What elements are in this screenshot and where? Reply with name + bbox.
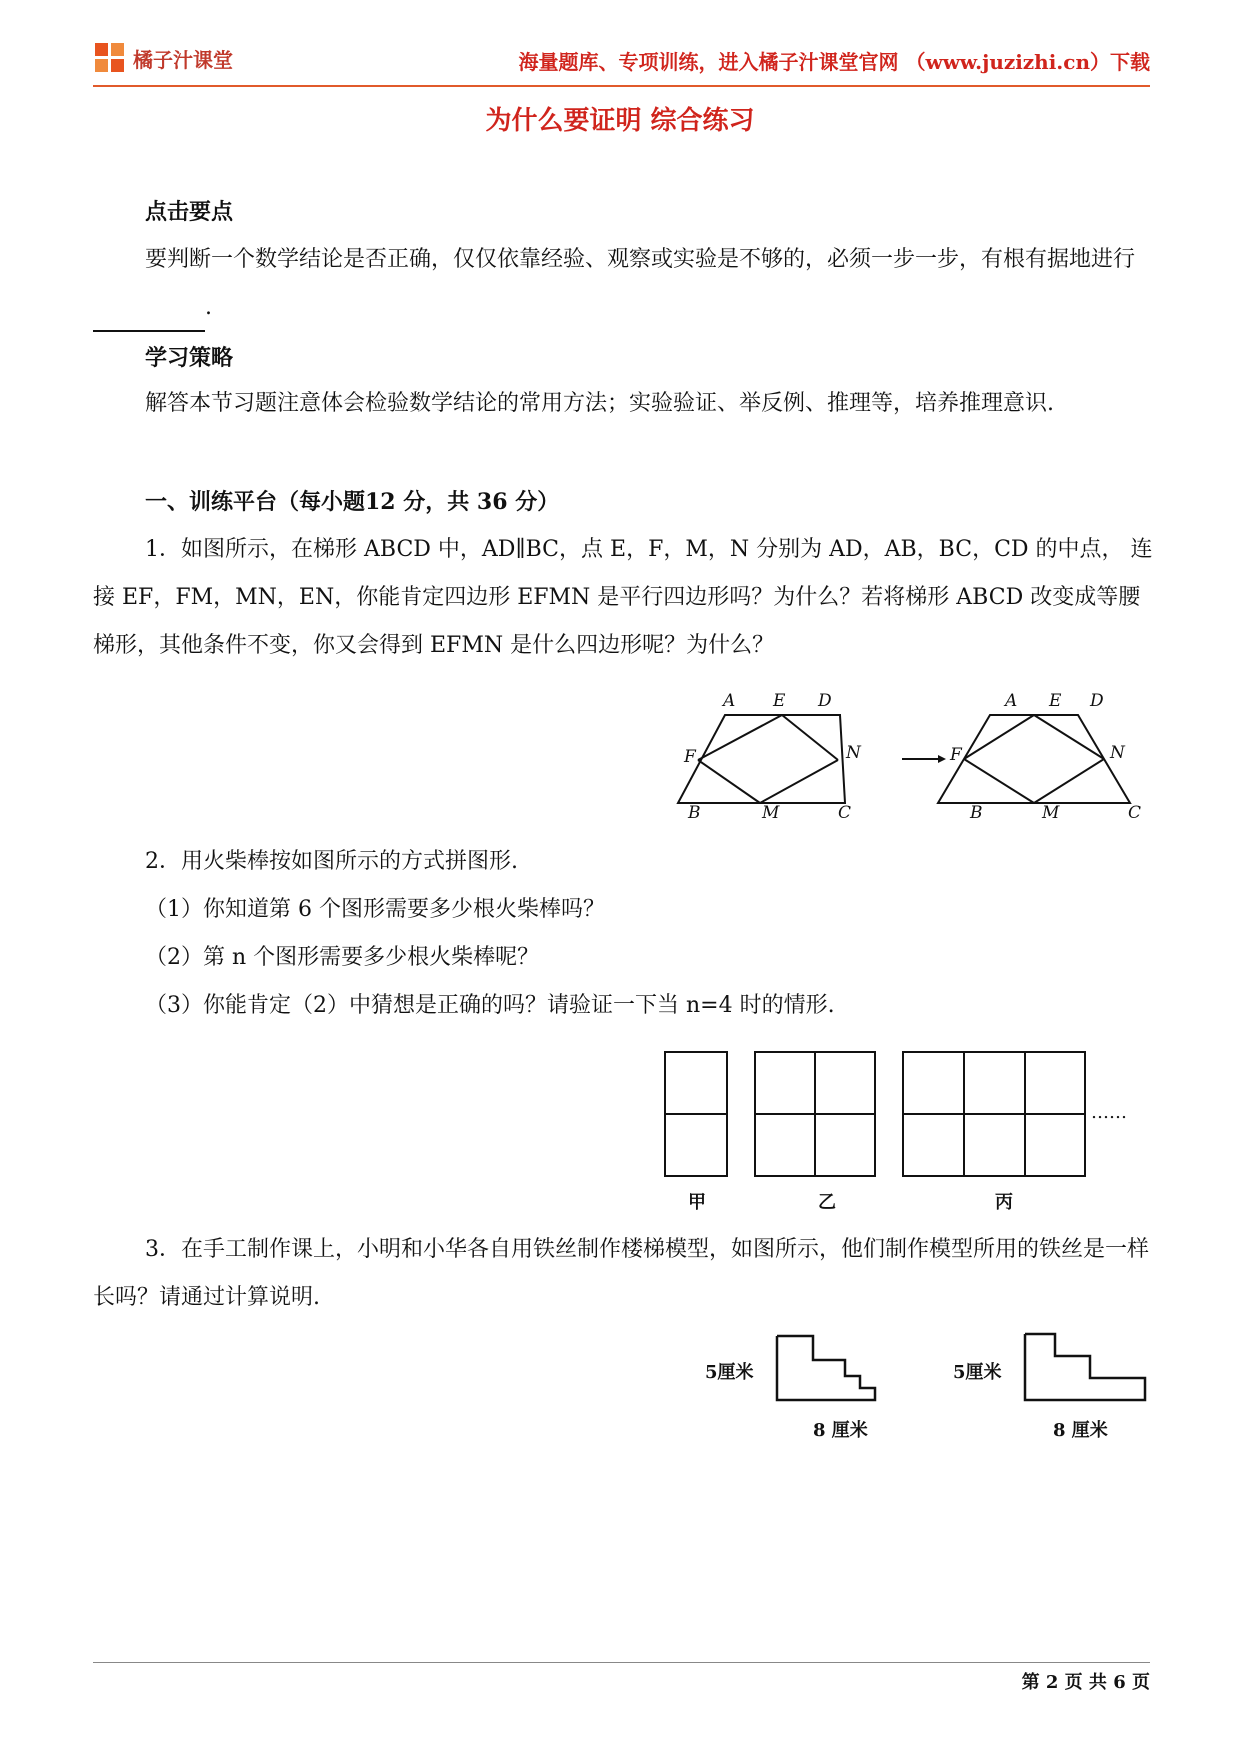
key-points-paragraph: [93, 236, 1153, 332]
label-e-left: E: [773, 691, 786, 711]
label-f-right: F: [950, 745, 962, 765]
label-d-right: D: [1090, 691, 1104, 711]
footer-divider: [93, 1662, 1150, 1663]
question-1-text: 1．如图所示，在梯形 ABCD 中，AD∥BC，点 E，F，M，N 分别为 AD，AB，BC，CD 的中点， 连接 EF，FM，MN，EN，你能肯定四边形 EFMN 是平行四边形吗？为什么？若将梯形 ABCD 改变成等腰梯形，其他条件不变，你又会得到 EFMN 是什么四边形呢？为什么？: [93, 537, 1153, 658]
label-jia: 甲: [688, 1192, 706, 1213]
stair-model-2: [1025, 1334, 1145, 1400]
label-b-right: B: [970, 803, 983, 823]
label-yi: 乙: [818, 1192, 836, 1213]
label-m-left: M: [762, 803, 780, 823]
question-3-text: 3．在手工制作课上，小明和小华各自用铁丝制作楼梯模型，如图所示，他们制作模型所用的铁丝是一样长吗？请通过计算说明.: [93, 1237, 1150, 1310]
logo-text: 橘子汁课堂: [133, 47, 233, 72]
label-c-left: C: [838, 803, 852, 823]
stair-figure: [695, 1320, 1155, 1450]
label-m-right: M: [1042, 803, 1060, 823]
stair-2-width-label: 8 厘米: [1053, 1420, 1108, 1441]
trapezoid-right: [938, 715, 1130, 803]
header-divider: [93, 85, 1150, 87]
question-2-text: 2．用火柴棒按如图所示的方式拼图形.: [145, 849, 518, 874]
question-2-part-1: （1）你知道第 6 个图形需要多少根火柴棒吗？: [145, 897, 605, 922]
matchstick-ellipsis: ……: [1091, 1102, 1127, 1123]
logo: [95, 40, 233, 76]
key-points-text: 要判断一个数学结论是否正确，仅仅依靠经验、观察或实验是不够的，必须一步一步，有根有据地进行: [145, 247, 1136, 272]
strategy-text: 解答本节习题注意体会检验数学结论的常用方法；实验验证、举反例、推理等，培养推理意识.: [145, 391, 1054, 416]
trapezoid-left: [678, 715, 845, 803]
stair-1-width-label: 8 厘米: [813, 1420, 868, 1441]
label-bing: 丙: [995, 1192, 1013, 1213]
logo-squares-icon: [95, 43, 125, 73]
matchstick-figure: [655, 1040, 1155, 1220]
matchstick-grid-2: [755, 1052, 875, 1176]
stair-model-1: [777, 1336, 875, 1400]
page-title: 为什么要证明 综合练习: [485, 106, 755, 136]
strategy-heading: 学习策略: [145, 345, 234, 371]
label-a-right: A: [1005, 691, 1018, 711]
label-f-left: F: [684, 747, 696, 767]
fill-in-blank: [93, 302, 205, 332]
label-b-left: B: [688, 803, 701, 823]
label-e-right: E: [1049, 691, 1062, 711]
matchstick-grid-1: [665, 1052, 727, 1176]
page-number: 第 2 页 共 6 页: [1021, 1672, 1150, 1693]
key-points-heading: 点击要点: [145, 199, 234, 225]
label-d-left: D: [818, 691, 832, 711]
arrow-icon: [902, 755, 946, 763]
question-2-part-3: （3）你能肯定（2）中猜想是正确的吗？请验证一下当 n=4 时的情形.: [145, 993, 835, 1018]
part-one-heading: 一、训练平台（每小题12 分，共 36 分）: [145, 489, 560, 515]
question-2-part-2: （2）第 n 个图形需要多少根火柴棒呢？: [145, 945, 540, 970]
key-points-end: .: [205, 295, 212, 320]
header-slogan: 海量题库、专项训练，进入橘子汁课堂官网 （www.juzizhi.cn）下载: [518, 50, 1150, 74]
label-n-right: N: [1110, 743, 1125, 763]
stair-1-height-label: 5厘米: [705, 1362, 754, 1383]
matchstick-grid-3: [903, 1052, 1085, 1176]
label-n-left: N: [846, 743, 861, 763]
label-c-right: C: [1128, 803, 1142, 823]
stair-2-height-label: 5厘米: [953, 1362, 1002, 1383]
trapezoid-figure: [670, 680, 1170, 830]
label-a-left: A: [723, 691, 736, 711]
